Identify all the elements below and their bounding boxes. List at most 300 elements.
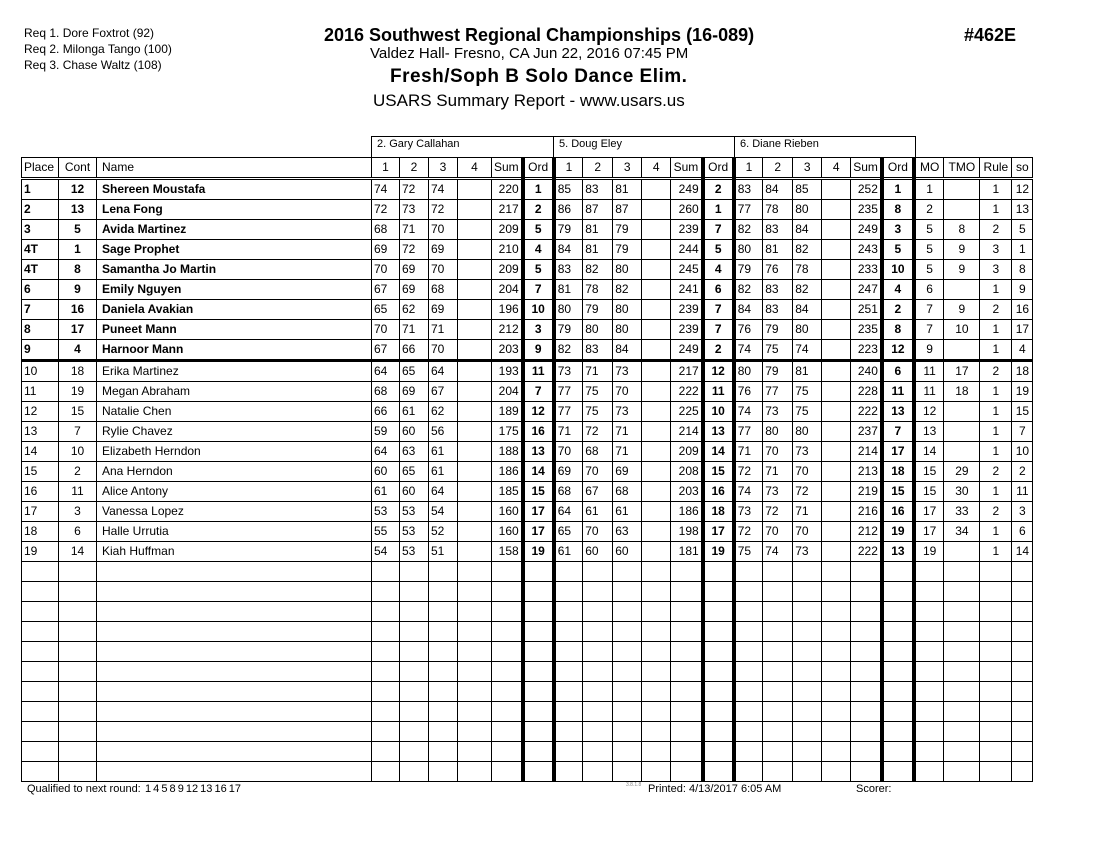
empty-cell [851, 582, 882, 602]
empty-cell [400, 662, 429, 682]
contestant-number-cell: 9 [59, 280, 97, 300]
empty-cell [492, 582, 523, 602]
skate-order-cell: 2 [1012, 462, 1033, 482]
judge2-ordinal-cell: 13 [703, 422, 734, 442]
judge1-score-3-cell: 67 [429, 382, 458, 402]
judge2-score-2-cell: 75 [583, 402, 613, 422]
empty-cell [554, 642, 583, 662]
skate-order-cell: 13 [1012, 200, 1033, 220]
judge1-score-2-cell: 60 [400, 482, 429, 502]
skater-name-cell: Halle Urrutia [97, 522, 372, 542]
majority-ordinal-cell: 12 [914, 402, 944, 422]
judge3-sum-cell: 235 [851, 200, 882, 220]
judge2-score-3-cell: 69 [613, 462, 642, 482]
empty-cell [914, 622, 944, 642]
empty-cell [458, 602, 492, 622]
empty-cell [22, 602, 59, 622]
judge1-score-4-cell [458, 522, 492, 542]
judge1-score-4-cell [458, 502, 492, 522]
judge2-score-3-cell: 73 [613, 402, 642, 422]
judge3-score-1-cell: 77 [734, 200, 763, 220]
empty-cell [1012, 722, 1033, 742]
judge2-sum-cell: 217 [671, 361, 703, 382]
judge3-score-3-cell: 82 [793, 280, 822, 300]
total-majority-ordinal-cell: 9 [944, 260, 980, 280]
empty-cell [851, 642, 882, 662]
header-place: Place [22, 158, 59, 179]
judge1-sum-cell: 210 [492, 240, 523, 260]
empty-cell [734, 682, 763, 702]
judge1-score-2-cell: 66 [400, 340, 429, 361]
judge1-ordinal-cell: 9 [523, 340, 554, 361]
judge3-sum-cell: 240 [851, 361, 882, 382]
total-majority-ordinal-cell: 10 [944, 320, 980, 340]
empty-cell [492, 762, 523, 782]
judge1-score-1-cell: 53 [372, 502, 400, 522]
judge3-score-4-cell [822, 220, 851, 240]
contestant-number-cell: 17 [59, 320, 97, 340]
judge2-score-2-cell: 70 [583, 522, 613, 542]
requirement-3: Req 3. Chase Waltz (108) [24, 58, 162, 72]
empty-table-row [22, 582, 1033, 602]
judge3-ordinal-cell: 8 [882, 200, 914, 220]
judge1-score-4-cell [458, 542, 492, 562]
judge2-score-4-cell [642, 462, 671, 482]
empty-cell [613, 562, 642, 582]
majority-ordinal-cell: 19 [914, 542, 944, 562]
judge2-sum-cell: 239 [671, 320, 703, 340]
empty-cell [703, 602, 734, 622]
total-majority-ordinal-cell [944, 179, 980, 200]
rule-cell: 1 [980, 442, 1012, 462]
judge2-score-1-cell: 86 [554, 200, 583, 220]
total-majority-ordinal-cell: 17 [944, 361, 980, 382]
place-cell: 16 [22, 482, 59, 502]
judge1-score-1-cell: 70 [372, 320, 400, 340]
judge3-score-1-cell: 74 [734, 340, 763, 361]
judge1-score-3-cell: 71 [429, 320, 458, 340]
empty-cell [429, 762, 458, 782]
judge1-score-3-cell: 56 [429, 422, 458, 442]
place-cell: 10 [22, 361, 59, 382]
empty-cell [763, 682, 793, 702]
empty-cell [1012, 702, 1033, 722]
total-majority-ordinal-cell [944, 340, 980, 361]
judge3-score-2-cell: 73 [763, 402, 793, 422]
judge3-score-3-cell: 73 [793, 442, 822, 462]
empty-cell [822, 722, 851, 742]
skater-name-cell: Natalie Chen [97, 402, 372, 422]
empty-cell [1012, 642, 1033, 662]
empty-cell [703, 722, 734, 742]
empty-cell [944, 582, 980, 602]
empty-cell [793, 682, 822, 702]
judge1-ordinal-cell: 4 [523, 240, 554, 260]
judge1-score-2-cell: 69 [400, 382, 429, 402]
empty-cell [734, 602, 763, 622]
judge3-score-2-cell: 73 [763, 482, 793, 502]
judge2-score-2-cell: 61 [583, 502, 613, 522]
empty-cell [613, 682, 642, 702]
empty-cell [429, 662, 458, 682]
table-row [22, 320, 1033, 340]
place-cell: 9 [22, 340, 59, 361]
judge1-score-4-cell [458, 200, 492, 220]
qualified-list: 1 4 5 8 9 12 13 16 17 [145, 783, 241, 795]
judge3-score-1-cell: 73 [734, 502, 763, 522]
contestant-number-cell: 1 [59, 240, 97, 260]
empty-cell [763, 602, 793, 622]
empty-cell [523, 622, 554, 642]
judge1-ordinal-cell: 3 [523, 320, 554, 340]
skater-name-cell: Kiah Huffman [97, 542, 372, 562]
judge3-score-1-cell: 80 [734, 240, 763, 260]
empty-cell [458, 562, 492, 582]
contestant-number-cell: 19 [59, 382, 97, 402]
empty-cell [980, 642, 1012, 662]
judge1-score-4-cell [458, 402, 492, 422]
empty-cell [944, 682, 980, 702]
empty-cell [671, 642, 703, 662]
empty-cell [372, 662, 400, 682]
total-majority-ordinal-cell: 9 [944, 240, 980, 260]
judge1-score-4-cell [458, 361, 492, 382]
skater-name-cell: Shereen Moustafa [97, 179, 372, 200]
judge3-score-3-cell: 80 [793, 200, 822, 220]
judge3-ordinal-cell: 7 [882, 422, 914, 442]
judge3-score-2-cell: 79 [763, 361, 793, 382]
judge1-score-2-cell: 53 [400, 542, 429, 562]
empty-cell [613, 762, 642, 782]
judge1-sum-cell: 158 [492, 542, 523, 562]
empty-cell [613, 742, 642, 762]
judge2-score-3-cell: 71 [613, 442, 642, 462]
empty-cell [642, 722, 671, 742]
empty-cell [944, 742, 980, 762]
empty-cell [671, 602, 703, 622]
judge2-score-1-cell: 85 [554, 179, 583, 200]
judge3-score-1-cell: 77 [734, 422, 763, 442]
judge2-sum-cell: 241 [671, 280, 703, 300]
skate-order-cell: 6 [1012, 522, 1033, 542]
empty-cell [793, 622, 822, 642]
majority-ordinal-cell: 17 [914, 522, 944, 542]
empty-table-row [22, 762, 1033, 782]
empty-cell [980, 742, 1012, 762]
judge1-score-3-cell: 62 [429, 402, 458, 422]
empty-cell [822, 562, 851, 582]
judge1-score-3-cell: 51 [429, 542, 458, 562]
judge2-score-4-cell [642, 361, 671, 382]
total-majority-ordinal-cell [944, 542, 980, 562]
judge3-sum-cell: 213 [851, 462, 882, 482]
empty-cell [914, 682, 944, 702]
judge2-sum-cell: 239 [671, 220, 703, 240]
judge2-score-2-cell: 67 [583, 482, 613, 502]
judge2-sum-cell: 203 [671, 482, 703, 502]
empty-cell [851, 622, 882, 642]
empty-cell [59, 602, 97, 622]
total-majority-ordinal-cell [944, 422, 980, 442]
judge3-sum-cell: 228 [851, 382, 882, 402]
contestant-number-cell: 15 [59, 402, 97, 422]
empty-cell [583, 562, 613, 582]
judge1-score-3-cell: 72 [429, 200, 458, 220]
competition-title: 2016 Southwest Regional Championships (16-089) [324, 25, 755, 45]
judge2-score-1-cell: 71 [554, 422, 583, 442]
rule-cell: 1 [980, 422, 1012, 442]
judge3-score-2-cell: 79 [763, 320, 793, 340]
judge2-score-2-cell: 83 [583, 179, 613, 200]
empty-cell [583, 762, 613, 782]
judge1-ordinal-cell: 19 [523, 542, 554, 562]
empty-cell [97, 582, 372, 602]
empty-cell [613, 642, 642, 662]
judge2-score-1-cell: 69 [554, 462, 583, 482]
judge1-score-1-cell: 64 [372, 361, 400, 382]
empty-cell [851, 762, 882, 782]
judge3-score-3-cell: 74 [793, 340, 822, 361]
empty-cell [583, 742, 613, 762]
empty-cell [458, 582, 492, 602]
empty-cell [1012, 602, 1033, 622]
empty-cell [703, 562, 734, 582]
empty-cell [980, 562, 1012, 582]
judge3-sum-cell: 247 [851, 280, 882, 300]
judge1-score-2-cell: 71 [400, 320, 429, 340]
table-row [22, 542, 1033, 562]
judge2-score-2-cell: 75 [583, 382, 613, 402]
judge3-score-3-cell: 70 [793, 522, 822, 542]
empty-cell [703, 642, 734, 662]
empty-table-row [22, 642, 1033, 662]
skate-order-cell: 4 [1012, 340, 1033, 361]
table-row [22, 402, 1033, 422]
place-cell: 17 [22, 502, 59, 522]
skater-name-cell: Elizabeth Herndon [97, 442, 372, 462]
judge2-ordinal-cell: 5 [703, 240, 734, 260]
empty-cell [793, 722, 822, 742]
judge1-score-1-cell: 72 [372, 200, 400, 220]
empty-table-row [22, 662, 1033, 682]
judge3-ordinal-cell: 3 [882, 220, 914, 240]
rule-cell: 1 [980, 200, 1012, 220]
empty-cell [492, 602, 523, 622]
empty-cell [59, 662, 97, 682]
judge2-sum-cell: 245 [671, 260, 703, 280]
header-j1-sum: Sum [492, 158, 523, 179]
empty-cell [642, 562, 671, 582]
judge1-score-1-cell: 59 [372, 422, 400, 442]
table-row [22, 280, 1033, 300]
judge1-score-1-cell: 55 [372, 522, 400, 542]
judge2-score-1-cell: 80 [554, 300, 583, 320]
majority-ordinal-cell: 13 [914, 422, 944, 442]
judge1-score-1-cell: 68 [372, 220, 400, 240]
empty-cell [523, 762, 554, 782]
judge1-sum-cell: 212 [492, 320, 523, 340]
judge2-score-3-cell: 81 [613, 179, 642, 200]
judge1-score-4-cell [458, 320, 492, 340]
empty-cell [492, 562, 523, 582]
scorer-label: Scorer: [856, 783, 892, 795]
empty-cell [554, 722, 583, 742]
judge3-score-2-cell: 72 [763, 502, 793, 522]
empty-cell [22, 682, 59, 702]
majority-ordinal-cell: 2 [914, 200, 944, 220]
header-j3-sum: Sum [851, 158, 882, 179]
judge3-score-2-cell: 78 [763, 200, 793, 220]
empty-cell [400, 622, 429, 642]
judge3-score-4-cell [822, 402, 851, 422]
place-cell: 3 [22, 220, 59, 240]
judge1-sum-cell: 217 [492, 200, 523, 220]
empty-cell [734, 562, 763, 582]
contestant-number-cell: 2 [59, 462, 97, 482]
header-j2-2: 2 [583, 158, 613, 179]
judge1-sum-cell: 193 [492, 361, 523, 382]
judge2-score-3-cell: 79 [613, 240, 642, 260]
empty-cell [793, 662, 822, 682]
event-title: Fresh/Soph B Solo Dance Elim. [390, 66, 688, 87]
empty-cell [613, 722, 642, 742]
empty-cell [1012, 562, 1033, 582]
majority-ordinal-cell: 15 [914, 462, 944, 482]
judge2-ordinal-cell: 7 [703, 220, 734, 240]
table-row [22, 361, 1033, 382]
empty-cell [429, 682, 458, 702]
majority-ordinal-cell: 7 [914, 300, 944, 320]
skate-order-cell: 12 [1012, 179, 1033, 200]
judge1-score-4-cell [458, 422, 492, 442]
skate-order-cell: 3 [1012, 502, 1033, 522]
judge1-sum-cell: 209 [492, 220, 523, 240]
table-row [22, 422, 1033, 442]
judge1-score-2-cell: 53 [400, 502, 429, 522]
empty-cell [793, 562, 822, 582]
empty-cell [914, 582, 944, 602]
judge1-sum-cell: 160 [492, 522, 523, 542]
judge2-score-1-cell: 84 [554, 240, 583, 260]
judge3-score-2-cell: 77 [763, 382, 793, 402]
place-cell: 8 [22, 320, 59, 340]
qualified-label: Qualified to next round: [27, 783, 141, 795]
empty-cell [822, 762, 851, 782]
judge3-score-4-cell [822, 320, 851, 340]
rule-cell: 2 [980, 220, 1012, 240]
empty-cell [734, 582, 763, 602]
empty-cell [613, 702, 642, 722]
judge2-score-1-cell: 65 [554, 522, 583, 542]
header-tmo: TMO [944, 158, 980, 179]
judge3-score-3-cell: 70 [793, 462, 822, 482]
judge3-score-1-cell: 82 [734, 220, 763, 240]
judge1-sum-cell: 209 [492, 260, 523, 280]
total-majority-ordinal-cell [944, 402, 980, 422]
empty-cell [980, 702, 1012, 722]
contestant-number-cell: 5 [59, 220, 97, 240]
empty-cell [1012, 622, 1033, 642]
total-majority-ordinal-cell: 18 [944, 382, 980, 402]
empty-cell [851, 682, 882, 702]
judge1-score-1-cell: 70 [372, 260, 400, 280]
judge3-score-4-cell [822, 260, 851, 280]
empty-cell [59, 622, 97, 642]
skater-name-cell: Puneet Mann [97, 320, 372, 340]
judge3-score-1-cell: 74 [734, 482, 763, 502]
place-cell: 12 [22, 402, 59, 422]
skate-order-cell: 17 [1012, 320, 1033, 340]
majority-ordinal-cell: 5 [914, 220, 944, 240]
header-j3-2: 2 [763, 158, 793, 179]
empty-cell [97, 602, 372, 622]
empty-cell [822, 602, 851, 622]
majority-ordinal-cell: 9 [914, 340, 944, 361]
empty-cell [1012, 742, 1033, 762]
contestant-number-cell: 8 [59, 260, 97, 280]
empty-cell [734, 702, 763, 722]
empty-cell [59, 722, 97, 742]
judge2-sum-cell: 249 [671, 179, 703, 200]
judge2-sum-cell: 225 [671, 402, 703, 422]
judge2-sum-cell: 260 [671, 200, 703, 220]
empty-cell [583, 582, 613, 602]
empty-cell [914, 702, 944, 722]
judge1-sum-cell: 196 [492, 300, 523, 320]
judge2-score-2-cell: 80 [583, 320, 613, 340]
skater-name-cell: Avida Martinez [97, 220, 372, 240]
empty-cell [703, 582, 734, 602]
judge3-score-2-cell: 81 [763, 240, 793, 260]
empty-cell [793, 582, 822, 602]
judge3-score-4-cell [822, 502, 851, 522]
empty-cell [554, 762, 583, 782]
judge1-score-2-cell: 63 [400, 442, 429, 462]
majority-ordinal-cell: 14 [914, 442, 944, 462]
empty-table-row [22, 602, 1033, 622]
table-row [22, 340, 1033, 361]
empty-cell [882, 642, 914, 662]
empty-cell [822, 662, 851, 682]
empty-cell [429, 742, 458, 762]
empty-cell [400, 642, 429, 662]
empty-table-row [22, 722, 1033, 742]
empty-cell [523, 662, 554, 682]
judge3-sum-cell: 233 [851, 260, 882, 280]
requirement-2: Req 2. Milonga Tango (100) [24, 42, 172, 56]
empty-cell [97, 562, 372, 582]
skater-name-cell: Alice Antony [97, 482, 372, 502]
judge3-score-1-cell: 83 [734, 179, 763, 200]
total-majority-ordinal-cell: 29 [944, 462, 980, 482]
empty-cell [763, 642, 793, 662]
judge2-score-4-cell [642, 300, 671, 320]
skater-name-cell: Megan Abraham [97, 382, 372, 402]
judge3-score-4-cell [822, 542, 851, 562]
empty-cell [429, 702, 458, 722]
empty-cell [97, 622, 372, 642]
empty-cell [372, 622, 400, 642]
empty-cell [980, 682, 1012, 702]
empty-cell [703, 622, 734, 642]
empty-cell [703, 742, 734, 762]
empty-cell [793, 702, 822, 722]
rule-cell: 1 [980, 482, 1012, 502]
judge3-sum-cell: 222 [851, 402, 882, 422]
empty-cell [372, 722, 400, 742]
header-j1-2: 2 [400, 158, 429, 179]
empty-cell [97, 722, 372, 742]
